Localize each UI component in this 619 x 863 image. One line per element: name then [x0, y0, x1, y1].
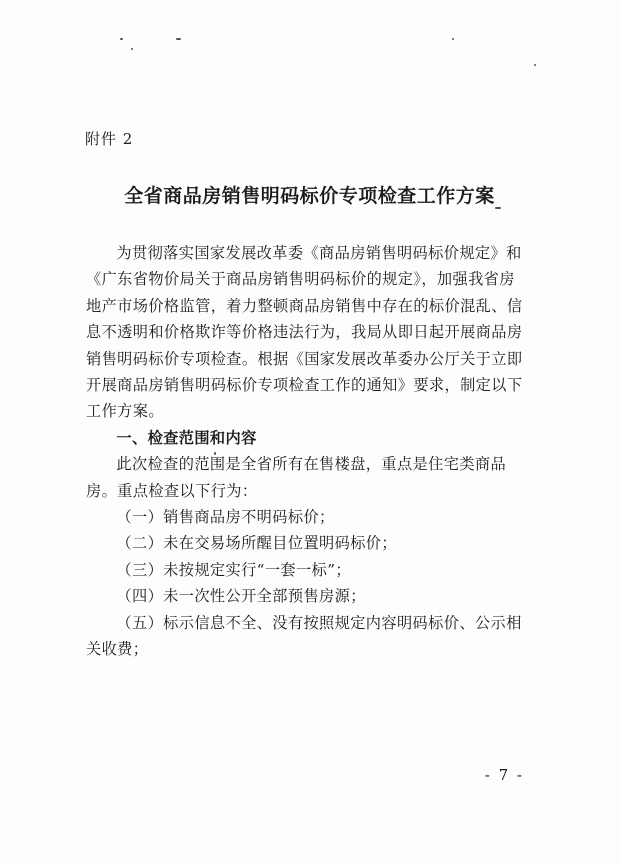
section-heading: 一、检查范围和内容 — [116, 428, 257, 447]
scan-speck — [120, 38, 123, 40]
section-paragraph: 此次检查的范围是全省所有在售楼盘，重点是住宅类商品房。重点检查以下行为： — [86, 455, 507, 500]
document-title: 全省商品房销售明码标价专项检查工作方案 — [124, 185, 495, 207]
intro-paragraph: 为贯彻落实国家发展改革委《商品房销售明码标价规定》和《广东省物价局关于商品房销售明码标价的规定》，加强我省房地产市场价格监管，着力整顿商品房销售中存在的标价混乱、信息不透明和价格欺诈等价格违法行为，我局从即日起开展商品房销售明码标价专项检查。根据《国家发展改革委办公厅关于立即开展商品房销售明码标价专项检查工作的通知》要求，制定以下工作方案。 — [86, 244, 523, 421]
scan-speck — [131, 48, 133, 50]
list-item: （二）未在交易场所醒目位置明码标价； — [116, 534, 397, 553]
list-item: （一）销售商品房不明码标价； — [116, 508, 335, 527]
list-item: （五）标示信息不全、没有按照规定内容明码标价、公示相关收费； — [86, 613, 522, 659]
scan-speck — [176, 38, 181, 40]
scan-speck — [534, 64, 536, 66]
scan-speck — [452, 38, 454, 40]
page-number: - 7 - — [484, 766, 524, 784]
document-body — [86, 240, 526, 663]
attachment-label: 附件 2 — [85, 130, 134, 148]
list-item: （四）未一次性公开全部预售房源； — [116, 587, 366, 606]
list-item: （三）未按规定实行“一套一标”； — [116, 560, 351, 579]
